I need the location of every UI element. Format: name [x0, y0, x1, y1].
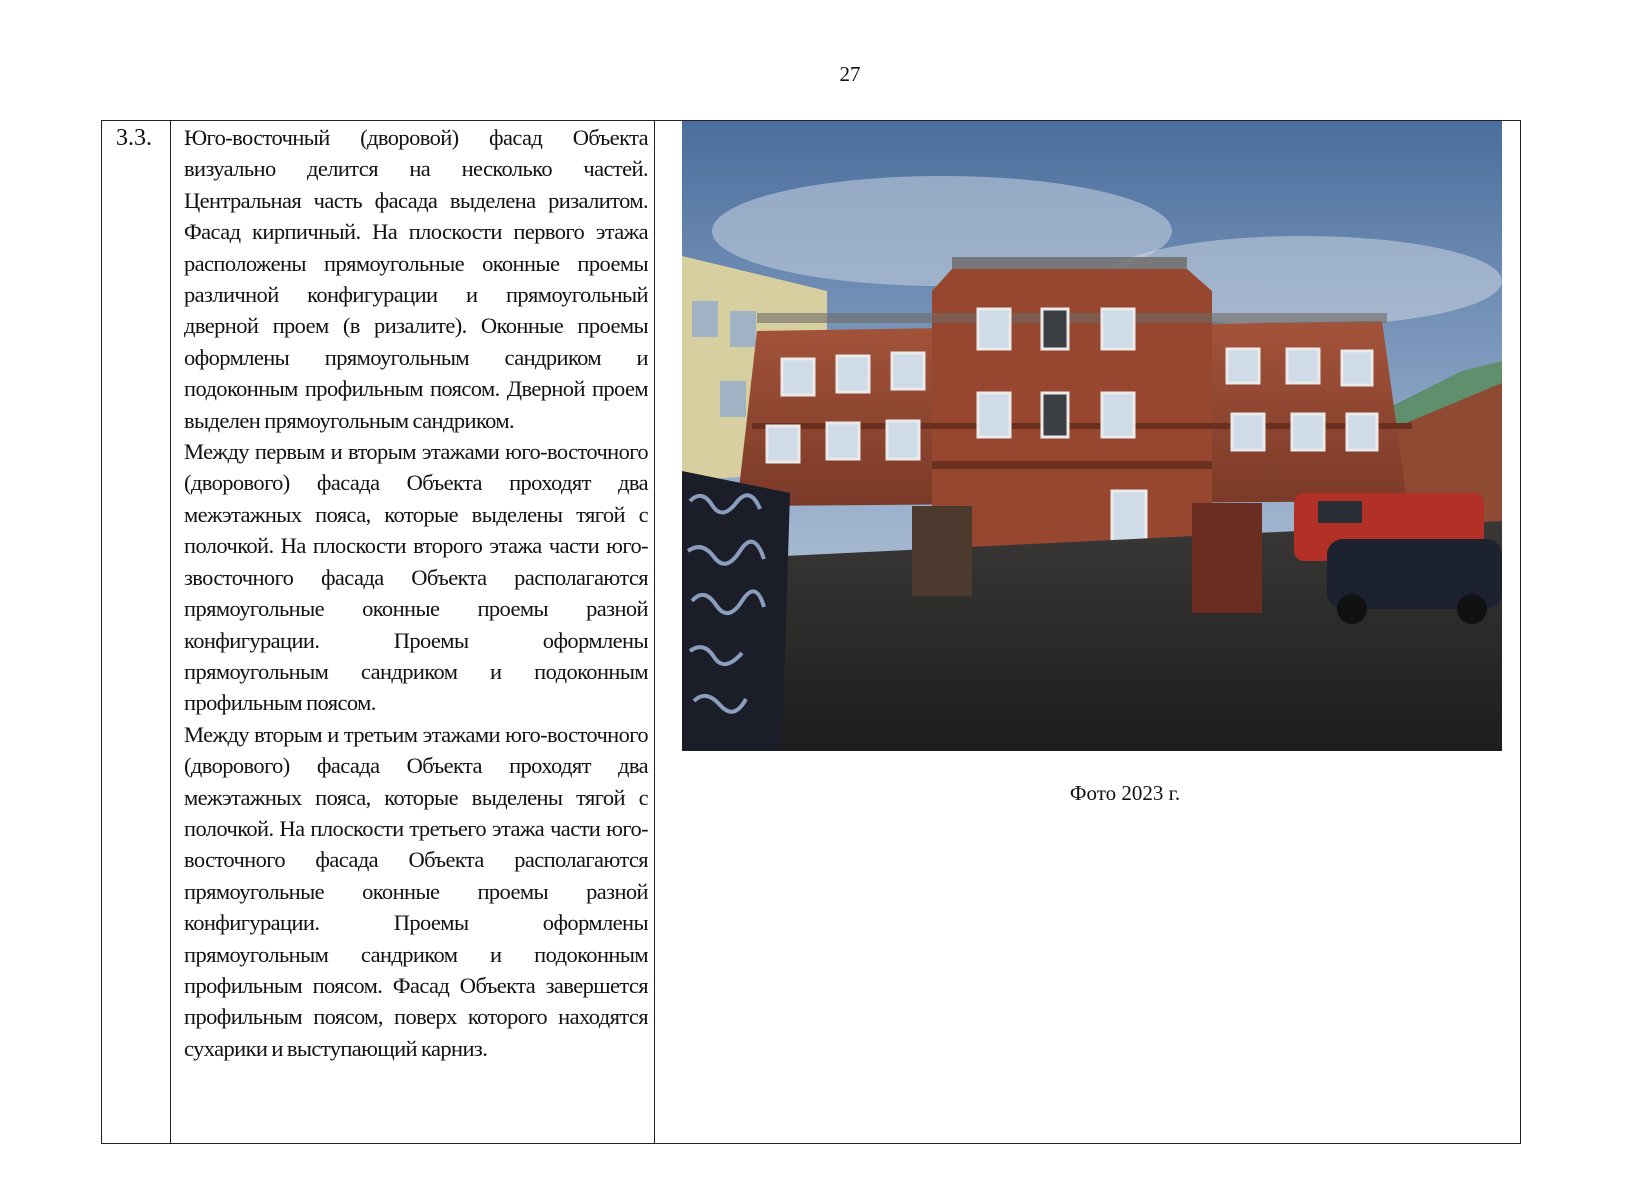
facade-photo	[682, 121, 1502, 751]
page-number: 27	[839, 62, 861, 86]
column-divider	[170, 121, 171, 1143]
description-paragraph: Юго-восточный (дворовой) фасад Объекта визуально делится на несколько частей. Центральная часть фасада выделена ризалитом. Фасад кирпичный. На плоскости первого этажа расположены прямоугольные оконные проемы различной конфигурации и прямоугольный дверной проем (в ризалите). Оконные проемы оформлены прямоугольным сандриком и подоконным профильным поясом. Дверной проем выделен прямоугольным сандриком.	[184, 125, 648, 433]
facade-description	[184, 122, 648, 1064]
description-paragraph: Между первым и вторым этажами юго-восточного (дворового) фасада Объекта проходят два межэтажных пояса, которые выделены тягой с полочкой. На плоскости второго этажа части юго-звосточного фасада Объекта располагаются прямоугольные оконные проемы разной конфигурации. Проемы оформлены прямоугольным сандриком и подоконным профильным поясом.	[184, 439, 648, 716]
photo-caption: Фото 2023 г.	[1069, 781, 1181, 805]
column-divider	[654, 121, 655, 1143]
row-number: 3.3.	[116, 125, 152, 151]
description-paragraph: Между вторым и третьим этажами юго-восточного (дворового) фасада Объекта проходят два межэтажных пояса, которые выделены тягой с полочкой. На плоскости третьего этажа части юго-восточного фасада Объекта располагаются прямоугольные оконные проемы разной конфигурации. Проемы оформлены прямоугольным сандриком и подоконным профильным поясом. Фасад Объекта завершется профильным поясом, поверх которого находятся сухарики и выступающий карниз.	[184, 721, 648, 1061]
